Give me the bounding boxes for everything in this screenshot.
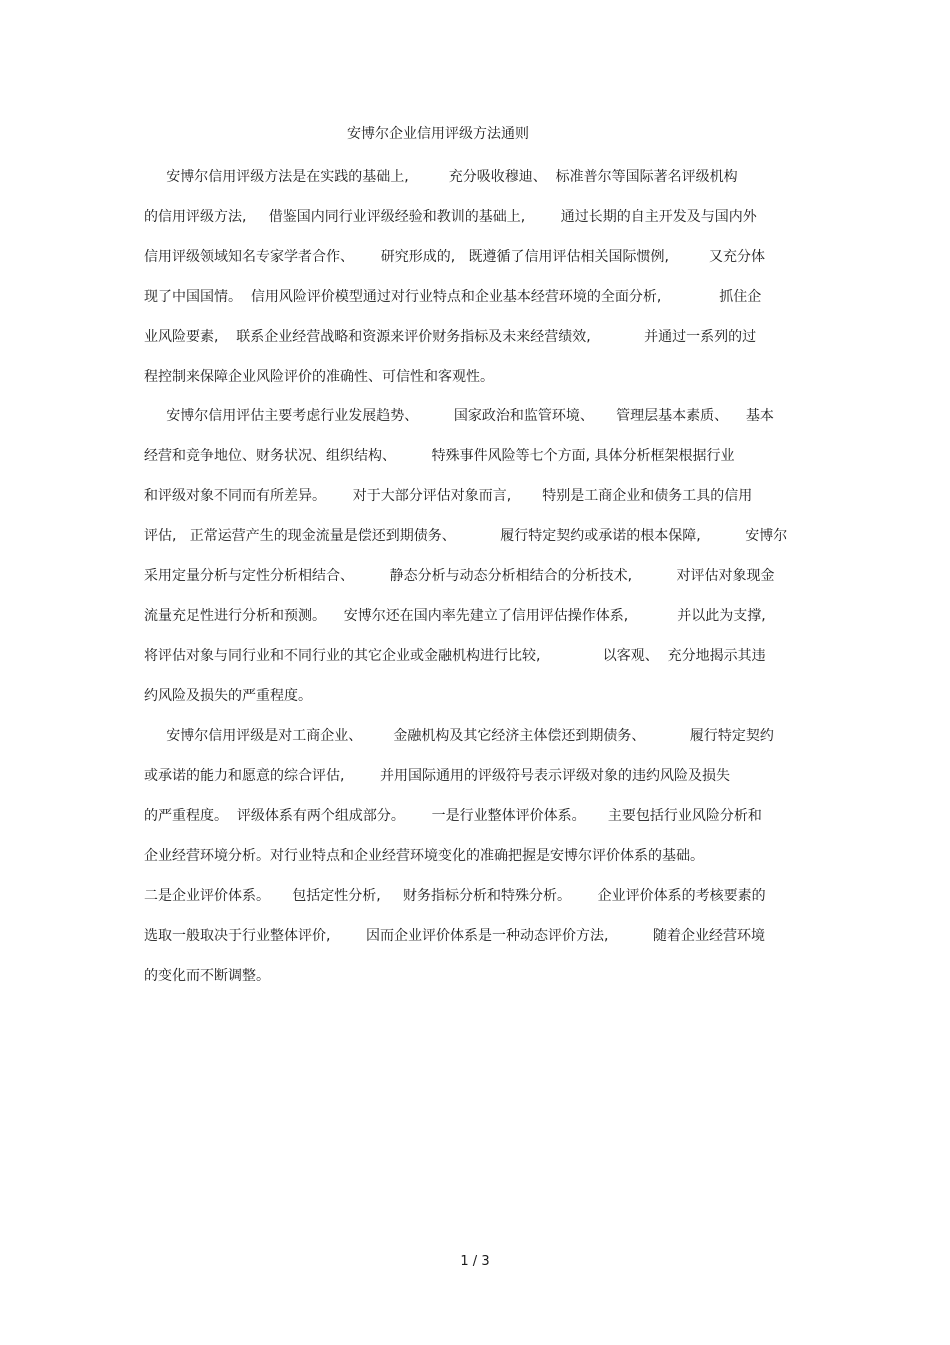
body-line: 采用定量分析与定性分析相结合、 静态分析与动态分析相结合的分析技术, 对评估对象现金	[144, 568, 775, 584]
body-line: 的信用评级方法, 借鉴国内同行业评级经验和教训的基础上, 通过长期的自主开发及与国内外	[144, 209, 757, 225]
body-line: 选取一般取决于行业整体评价, 因而企业评价体系是一种动态评价方法, 随着企业经营环境	[144, 928, 766, 944]
body-line: 二是企业评价体系。 包括定性分析, 财务指标分析和特殊分析。 企业评价体系的考核要素的	[144, 888, 766, 904]
body-line: 和评级对象不同而有所差异。 对于大部分评估对象而言, 特别是工商企业和债务工具的信用	[144, 488, 753, 504]
document-title: 安博尔企业信用评级方法通则	[347, 126, 529, 142]
body-line: 流量充足性进行分析和预测。 安博尔还在国内率先建立了信用评估操作体系, 并以此为支撑,	[144, 608, 766, 624]
body-line: 信用评级领域知名专家学者合作、 研究形成的, 既遵循了信用评估相关国际惯例, 又充分体	[144, 249, 766, 265]
body-line: 的严重程度。 评级体系有两个组成部分。 一是行业整体评价体系。 主要包括行业风险分析和	[144, 808, 762, 824]
body-line: 现了中国国情。 信用风险评价模型通过对行业特点和企业基本经营环境的全面分析, 抓住企	[144, 289, 762, 305]
body-line: 约风险及损失的严重程度。	[144, 688, 312, 704]
body-line: 或承诺的能力和愿意的综合评估, 并用国际通用的评级符号表示评级对象的违约风险及损失	[144, 768, 731, 784]
body-line: 企业经营环境分析。对行业特点和企业经营环境变化的准确把握是安博尔评价体系的基础。	[144, 848, 704, 864]
page-number: 1 / 3	[460, 1254, 490, 1269]
body-line: 程控制来保障企业风险评价的准确性、可信性和客观性。	[144, 369, 494, 385]
body-line: 业风险要素, 联系企业经营战略和资源来评价财务指标及未来经营绩效, 并通过一系列的过	[144, 329, 757, 345]
body-line: 安博尔信用评估主要考虑行业发展趋势、 国家政治和监管环境、 管理层基本素质、 基本	[144, 408, 774, 424]
body-line: 安博尔信用评级方法是在实践的基础上, 充分吸收穆迪、 标准普尔等国际著名评级机构	[144, 169, 738, 185]
body-line: 经营和竞争地位、财务状况、组织结构、 特殊事件风险等七个方面, 具体分析框架根据行业	[144, 448, 735, 464]
body-line: 的变化而不断调整。	[144, 968, 270, 984]
body-line: 评估, 正常运营产生的现金流量是偿还到期债务、 履行特定契约或承诺的根本保障, 安博尔	[144, 528, 788, 544]
body-line: 将评估对象与同行业和不同行业的其它企业或金融机构进行比较, 以客观、 充分地揭示其违	[144, 648, 766, 664]
body-line: 安博尔信用评级是对工商企业、 金融机构及其它经济主体偿还到期债务、 履行特定契约	[144, 728, 774, 744]
